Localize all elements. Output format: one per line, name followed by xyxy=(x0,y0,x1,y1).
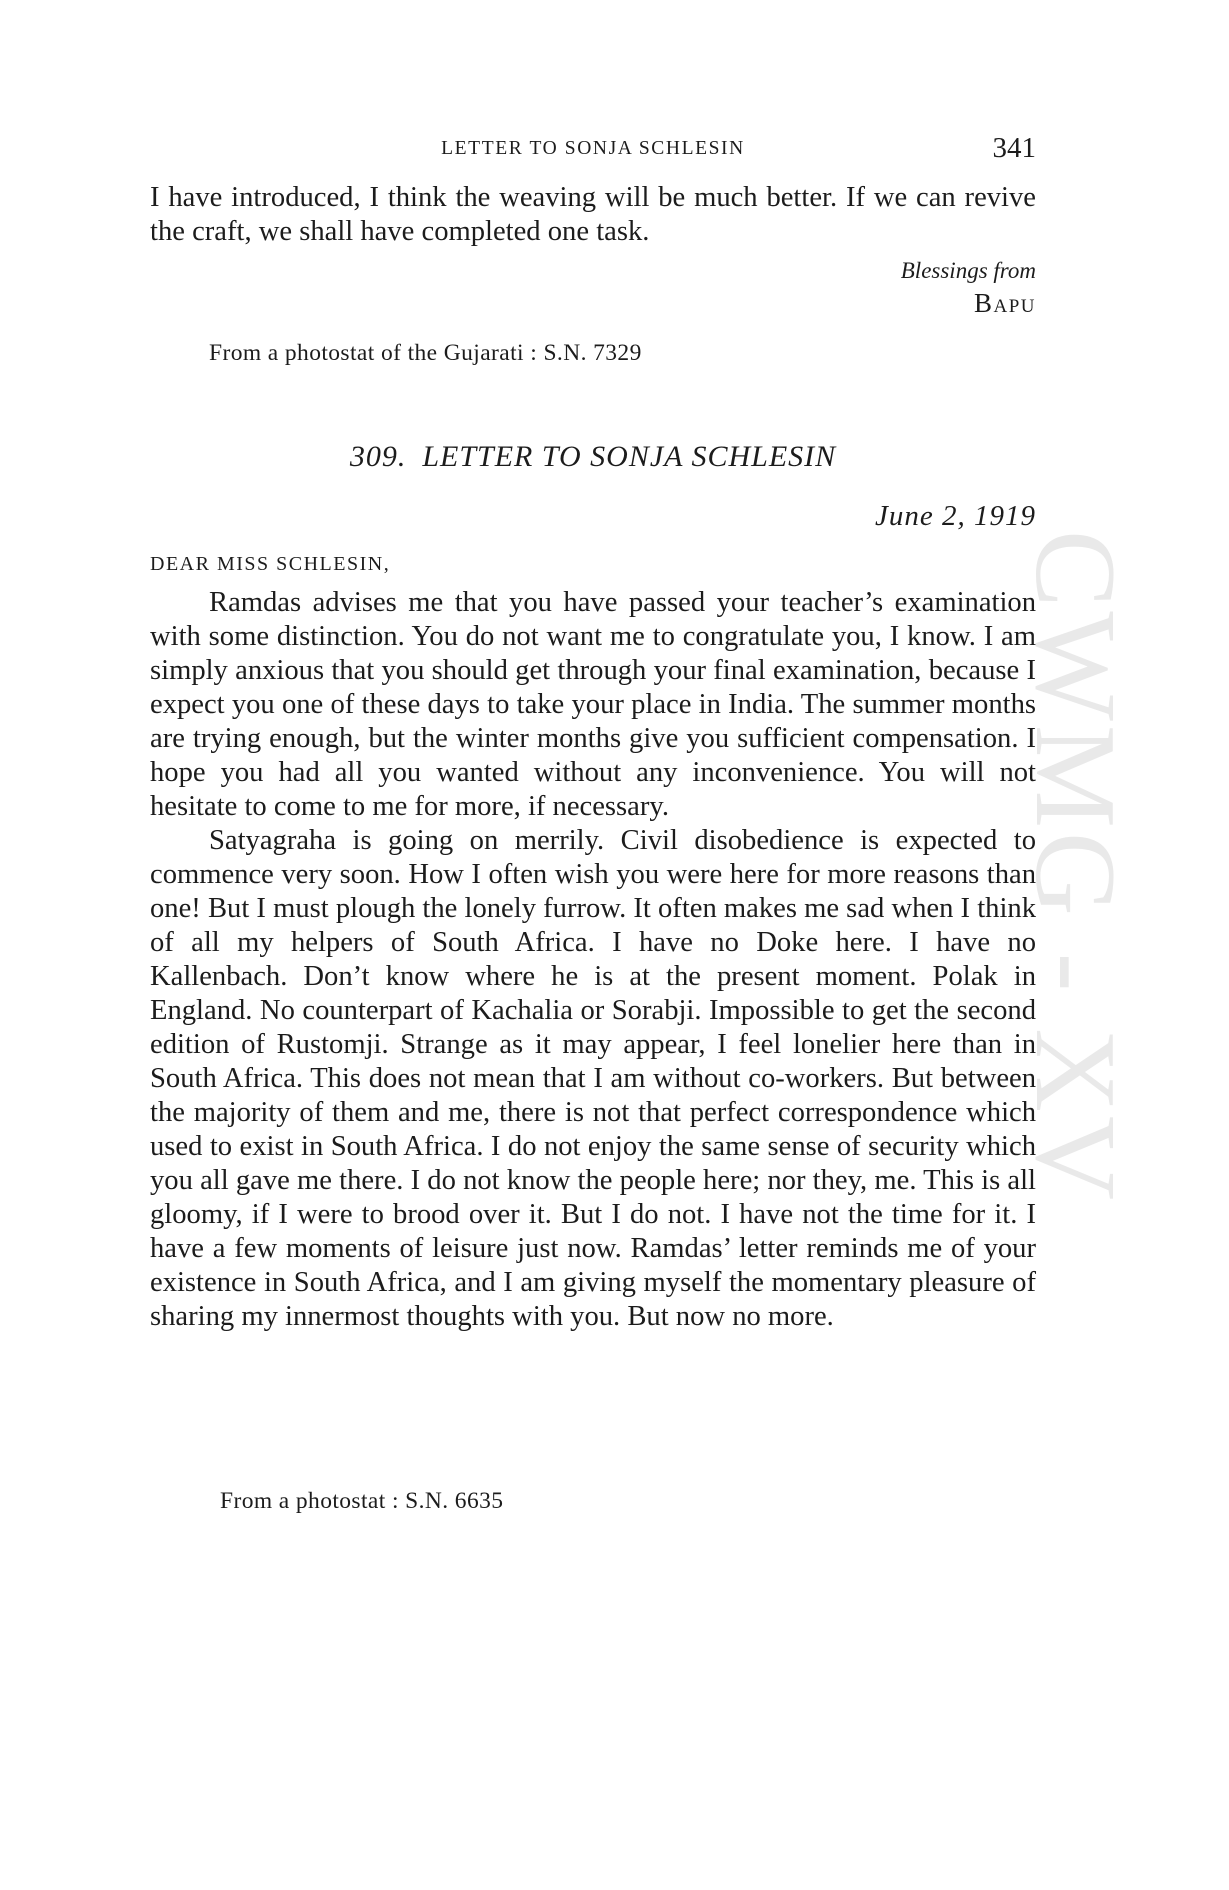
letter-heading xyxy=(150,440,1036,474)
closing-blessings: Blessings from xyxy=(900,258,1036,283)
watermark: CWMG - XV xyxy=(1011,530,1139,1204)
source-note-2: From a photostat : S.N. 6635 xyxy=(220,1488,504,1514)
paragraph-1: Ramdas advises me that you have passed your teacher’s examination with some distinction. You do not want me to congratulate you, I know. I am simply anxious that you should get through your final examination, because I expect you one of these days to take your place in India. The summer months are trying enough, but the winter months give you sufficient compensation. I hope you had all you wanted without any inconvenience. You will not hesitate to come to me for more, if necessary. xyxy=(150,587,1036,822)
letter-date: June 2, 1919 xyxy=(875,500,1036,532)
source-note-1: From a photostat of the Gujarati : S.N. 7329 xyxy=(209,340,642,366)
letter-title: LETTER TO SONJA SCHLESIN xyxy=(422,440,837,473)
letter-number: 309. xyxy=(349,440,407,473)
running-title: LETTER TO SONJA SCHLESIN xyxy=(441,138,745,159)
letter-body xyxy=(150,586,1036,1334)
signature-text: Bapu xyxy=(973,288,1036,318)
salutation: DEAR MISS SCHLESIN, xyxy=(150,553,391,575)
page-number: 341 xyxy=(992,132,1036,164)
previous-letter-ending: I have introduced, I think the weaving will be much better. If we can revive the craft, we shall have completed one task. xyxy=(150,182,1036,247)
running-header xyxy=(150,132,1036,166)
paragraph-2: Satyagraha is going on merrily. Civil disobedience is expected to commence very soon. How I often wish you were here for more reasons than one! But I must plough the lonely furrow. It often makes me sad when I think of all my helpers of South Africa. I have no Doke here. I have no Kallenbach. Don’t know where he is at the present moment. Polak in England. No counterpart of Kachalia or Sorabji. Impossible to get the second edition of Rustomji. Strange as it may appear, I feel lonelier here than in South Africa. This does not mean that I am without co-workers. But between the majority of them and me, there is not that perfect correspondence which used to exist in South Africa. I do not enjoy the same sense of security which you all gave me there. I do not know the people here; nor they, me. This is all gloomy, if I were to brood over it. But I do not. I have not the time for it. I have a few moments of leisure just now. Ramdas’ letter reminds me of your existence in South Africa, and I am giving myself the momentary pleasure of sharing my innermost thoughts with you. But now no more. xyxy=(150,825,1036,1332)
signature xyxy=(974,288,1036,319)
